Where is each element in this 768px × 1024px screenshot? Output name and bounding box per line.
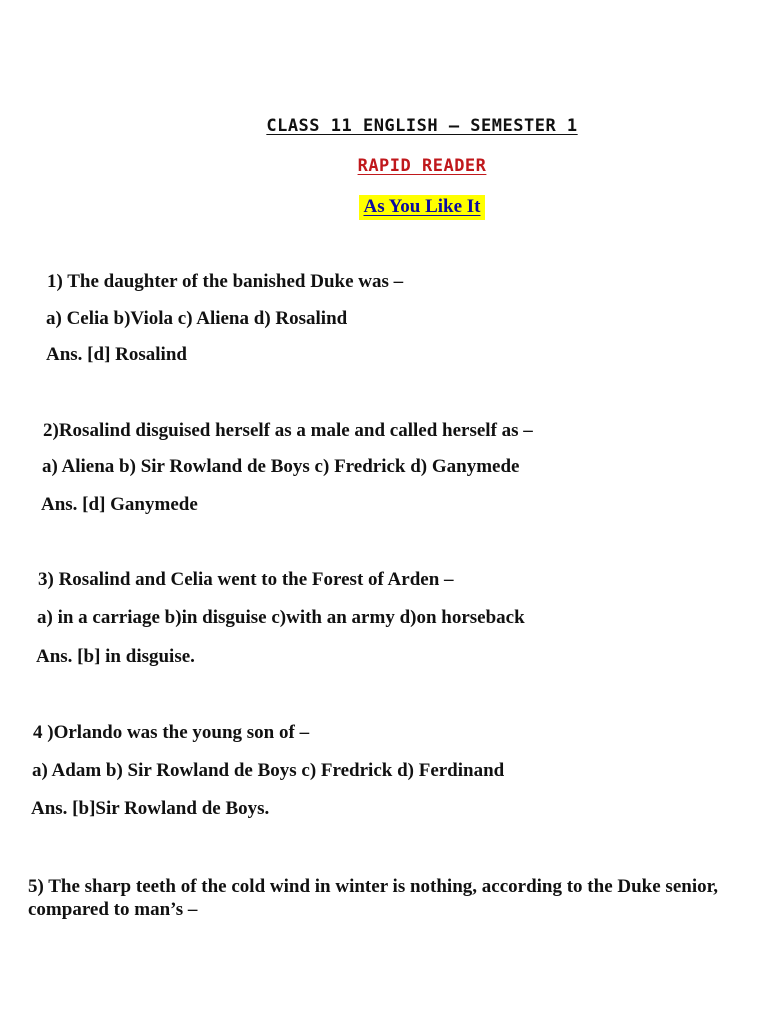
question-4: 4 )Orlando was the young son of –	[33, 722, 310, 743]
question-2-answer: Ans. [d] Ganymede	[41, 494, 198, 515]
section-subtitle: RAPID READER	[357, 156, 487, 176]
question-2-options: a) Aliena b) Sir Rowland de Boys c) Fredrick d) Ganymede	[42, 456, 520, 477]
question-1-options: a) Celia b)Viola c) Aliena d) Rosalind	[46, 308, 348, 329]
question-3: 3) Rosalind and Celia went to the Forest of Arden –	[38, 569, 454, 590]
page-title: CLASS 11 ENGLISH – SEMESTER 1	[266, 116, 578, 136]
question-4-answer: Ans. [b]Sir Rowland de Boys.	[31, 798, 270, 819]
question-4-options: a) Adam b) Sir Rowland de Boys c) Fredrick d) Ferdinand	[32, 760, 505, 781]
question-2: 2)Rosalind disguised herself as a male and called herself as –	[43, 420, 533, 441]
question-1-answer: Ans. [d] Rosalind	[46, 344, 187, 365]
book-title-wrap	[38, 195, 768, 220]
book-title: As You Like It	[359, 195, 484, 220]
question-3-options: a) in a carriage b)in disguise c)with an army d)on horseback	[37, 607, 525, 628]
question-3-answer: Ans. [b] in disguise.	[36, 646, 195, 667]
question-1: 1) The daughter of the banished Duke was –	[47, 271, 404, 292]
question-5: 5) The sharp teeth of the cold wind in winter is nothing, according to the Duke senior, compared to man’s –	[28, 876, 719, 920]
